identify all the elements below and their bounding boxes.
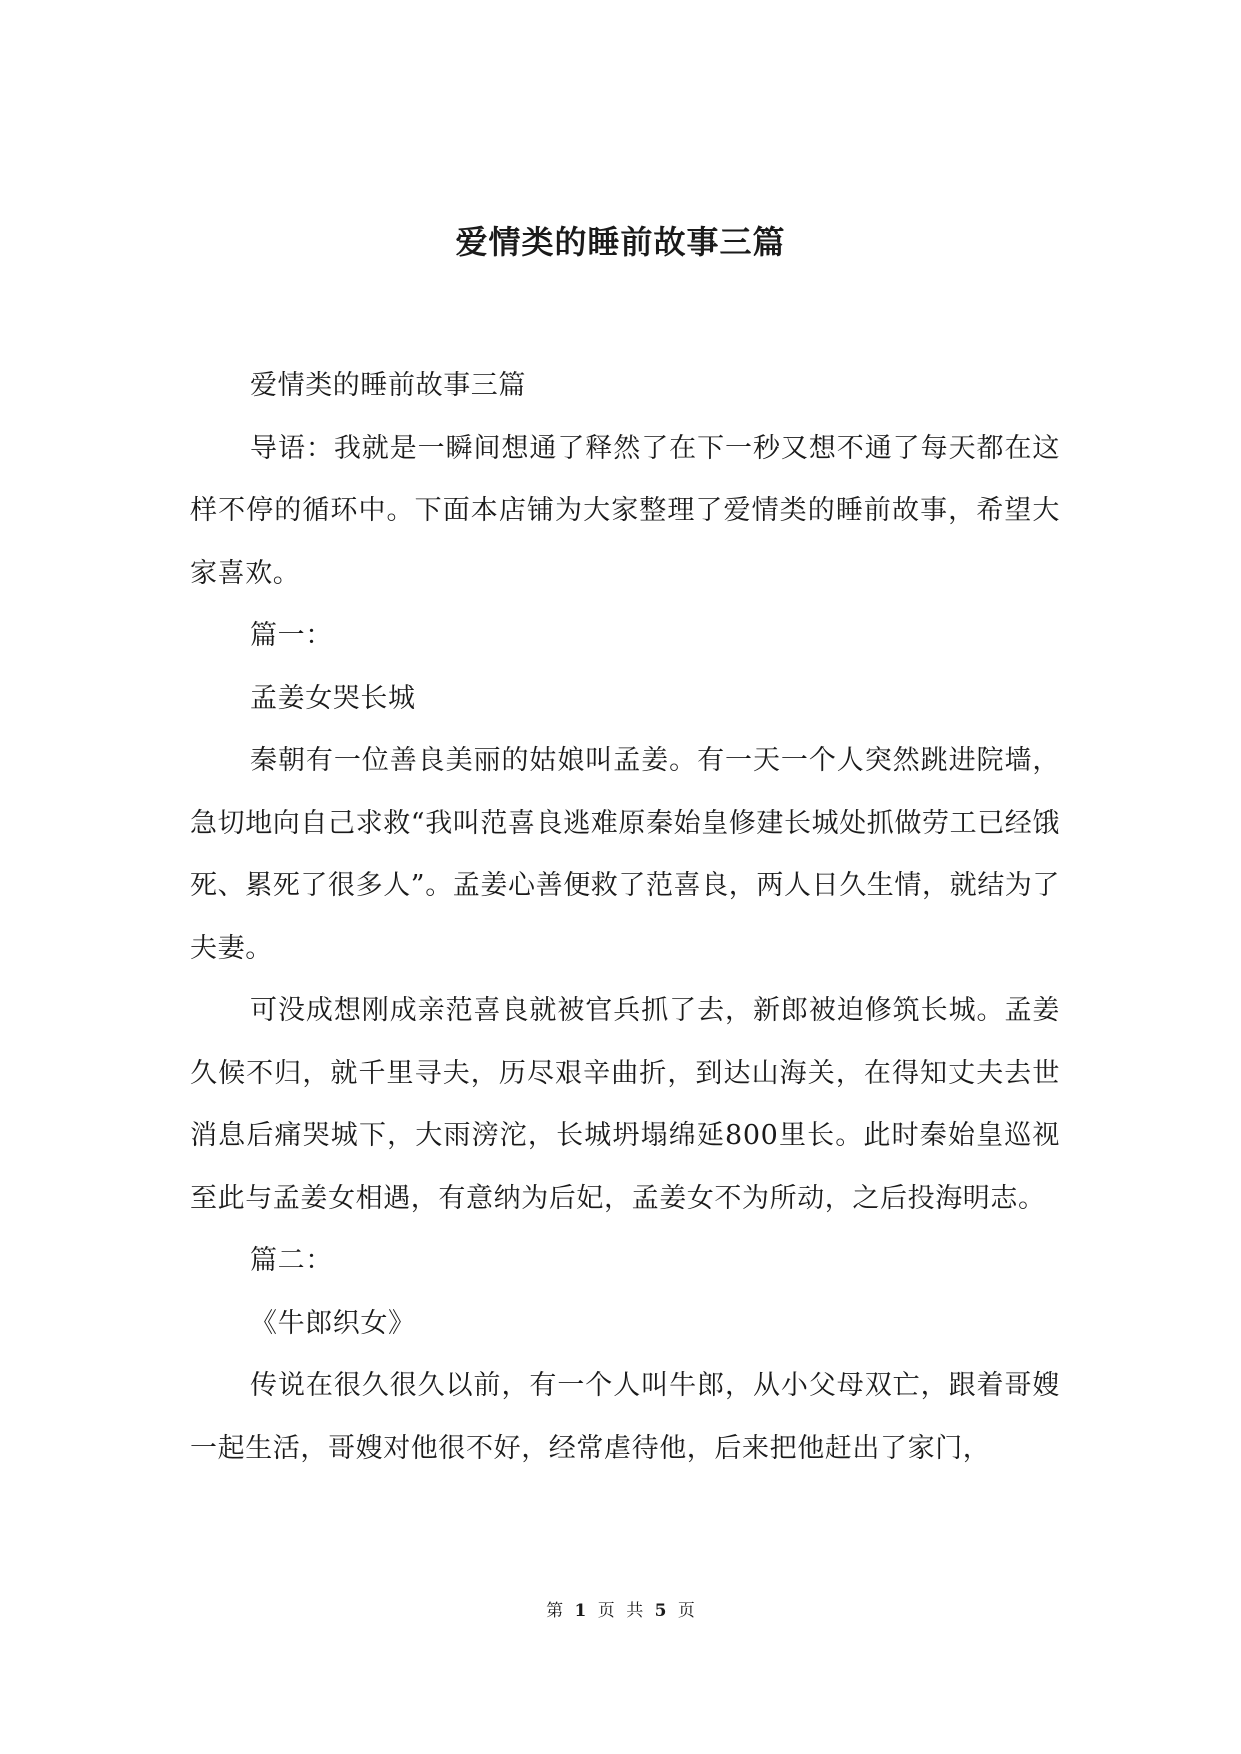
footer-total-prefix: 共 xyxy=(626,1601,644,1621)
footer-current-page: 1 xyxy=(574,1601,587,1621)
paragraph-story-one-part-2: 可没成想刚成亲范喜良就被官兵抓了去，新郎被迫修筑长城。孟姜久候不归，就千里寻夫，历尽艰辛曲折，到达山海关，在得知丈夫去世消息后痛哭城下，大雨滂沱，长城坍塌绵延800里长。此时秦始皇巡视至此与孟姜女相遇，有意纳为后妃，孟姜女不为所动，之后投海明志。 xyxy=(190,995,1060,1214)
footer-total-pages: 5 xyxy=(654,1601,667,1621)
footer-suffix: 页 xyxy=(677,1601,695,1621)
paragraph-intro: 导语：我就是一瞬间想通了释然了在下一秒又想不通了每天都在这样不停的循环中。下面本店铺为大家整理了爱情类的睡前故事，希望大家喜欢。 xyxy=(190,432,1060,589)
paragraph-section-one-heading: 篇一： xyxy=(250,620,333,651)
document-body xyxy=(190,355,1060,1480)
paragraph-subtitle: 爱情类的睡前故事三篇 xyxy=(250,370,526,401)
paragraph-story-two-part-1: 传说在很久很久以前，有一个人叫牛郎，从小父母双亡，跟着哥嫂一起生活，哥嫂对他很不好，经常虐待他，后来把他赶出了家门， xyxy=(190,1370,1060,1464)
paragraph-section-two-heading: 篇二： xyxy=(250,1245,333,1276)
page-footer xyxy=(0,1599,1241,1623)
paragraph-story-two-title: 《牛郎织女》 xyxy=(250,1307,416,1339)
footer-page-word: 页 xyxy=(597,1601,615,1621)
paragraph-story-one-title: 孟姜女哭长城 xyxy=(250,682,416,714)
document-title: 爱情类的睡前故事三篇 xyxy=(455,223,786,261)
paragraph-story-one-part-1: 秦朝有一位善良美丽的姑娘叫孟姜。有一天一个人突然跳进院墙，急切地向自己求救“我叫范喜良逃难原秦始皇修建长城处抓做劳工已经饿死、累死了很多人”。孟姜心善便救了范喜良，两人日久生情，就结为了夫妻。 xyxy=(190,745,1061,964)
footer-prefix: 第 xyxy=(546,1601,564,1621)
